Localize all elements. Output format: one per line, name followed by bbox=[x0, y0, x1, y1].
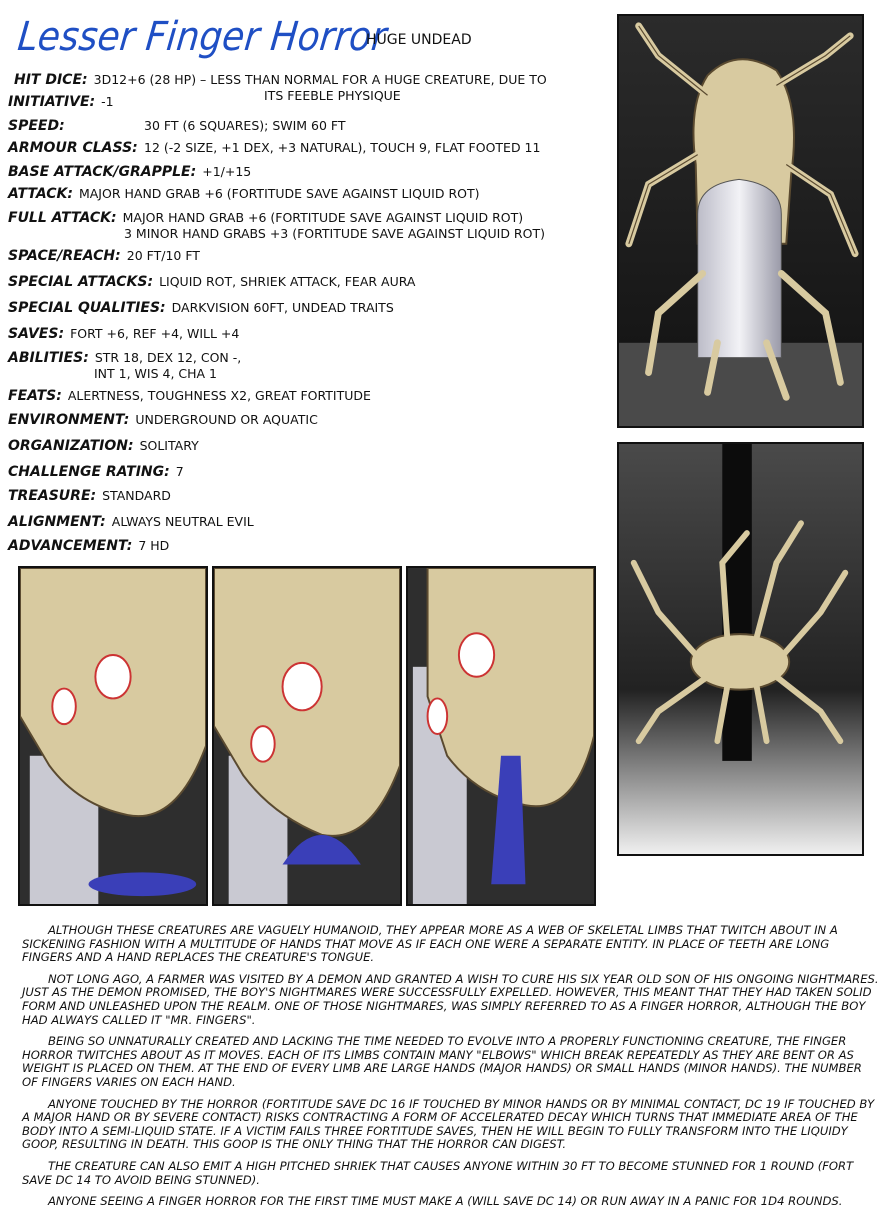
description-paragraph: BEING SO UNNATURALLY CREATED AND LACKING THE TIME NEEDED TO EVOLVE INTO A PROPERLY FUNCTIONING CREATURE, THE FINGER HORROR TWITCHES ABOUT AS IT MOVES. EACH OF ITS LIMBS CONTAIN MANY "ELBOWS" WHICH BREAK REPEATEDLY AS THEY ARE BENT OR AS WEIGHT IS PLACED ON THEM. AT THE END OF EVERY LIMB ARE LARGE HANDS (MAJOR HANDS) OR SMALL HANDS (MINOR HANDS). THE NUMBER OF FINGERS VARIES ON EACH HAND. bbox=[22, 1034, 862, 1089]
stat-base-attack: BASE ATTACK/GRAPPLE: +1/+15 bbox=[8, 164, 252, 180]
stat-full-attack: FULL ATTACK: MAJOR HAND GRAB +6 (FORTITUDE SAVE AGAINST LIQUID ROT) 3 MINOR HAND GRABS +3 (FORTITUDE SAVE AGAINST LIQUID ROT) bbox=[8, 210, 545, 241]
illustration-panel-top-right bbox=[617, 14, 864, 428]
stat-space-reach: SPACE/REACH: 20 FT/10 FT bbox=[8, 248, 200, 264]
stat-attack: ATTACK: MAJOR HAND GRAB +6 (FORTITUDE SAVE AGAINST LIQUID ROT) bbox=[8, 186, 480, 202]
stat-challenge-rating: CHALLENGE RATING: 7 bbox=[8, 464, 184, 480]
stat-armour-class: ARMOUR CLASS: 12 (-2 SIZE, +1 DEX, +3 NATURAL), TOUCH 9, FLAT FOOTED 11 bbox=[8, 140, 541, 156]
stat-speed: SPEED: 30 FT (6 SQUARES); SWIM 60 FT bbox=[8, 118, 346, 134]
stat-special-qualities: SPECIAL QUALITIES: DARKVISION 60FT, UNDEAD TRAITS bbox=[8, 300, 394, 316]
stat-environment: ENVIRONMENT: UNDERGROUND OR AQUATIC bbox=[8, 412, 318, 428]
description-paragraph: THE CREATURE CAN ALSO EMIT A HIGH PITCHED SHRIEK THAT CAUSES ANYONE WITHIN 30 FT TO BECOME STUNNED FOR 1 ROUND (FORT SAVE DC 14 TO AVOID BEING STUNNED). bbox=[22, 1158, 854, 1187]
illustration-panel-bottom-1 bbox=[18, 566, 208, 906]
stat-feats: FEATS: ALERTNESS, TOUGHNESS X2, GREAT FORTITUDE bbox=[8, 388, 371, 404]
illustration-panel-bottom-3 bbox=[406, 566, 596, 906]
description-text bbox=[22, 924, 880, 1217]
stat-initiative: INITIATIVE: -1 bbox=[8, 94, 114, 110]
monster-name: Lesser Finger Horror bbox=[15, 14, 389, 60]
illustration-panel-middle-right bbox=[617, 442, 864, 856]
stat-organization: ORGANIZATION: SOLITARY bbox=[8, 438, 199, 454]
stat-hit-dice: HIT DICE: 3D12+6 (28 HP) – LESS THAN NORMAL FOR A HUGE CREATURE, DUE TO ITS FEEBLE PHYSIQUE bbox=[14, 72, 547, 103]
illustration-panel-bottom-2 bbox=[212, 566, 402, 906]
stat-special-attacks: SPECIAL ATTACKS: LIQUID ROT, SHRIEK ATTACK, FEAR AURA bbox=[8, 274, 416, 290]
stat-alignment: ALIGNMENT: ALWAYS NEUTRAL EVIL bbox=[8, 514, 254, 530]
stat-treasure: TREASURE: STANDARD bbox=[8, 488, 171, 504]
stat-abilities: ABILITIES: STR 18, DEX 12, CON -, INT 1, WIS 4, CHA 1 bbox=[8, 350, 242, 381]
stat-advancement: ADVANCEMENT: 7 HD bbox=[8, 538, 170, 554]
stat-saves: SAVES: FORT +6, REF +4, WILL +4 bbox=[8, 326, 240, 342]
description-paragraph: ANYONE SEEING A FINGER HORROR FOR THE FIRST TIME MUST MAKE A (WILL SAVE DC 14) OR RUN AWAY IN A PANIC FOR 1D4 ROUNDS. bbox=[48, 1194, 843, 1209]
creature-type: HUGE UNDEAD bbox=[366, 32, 472, 48]
description-paragraph: ALTHOUGH THESE CREATURES ARE VAGUELY HUMANOID, THEY APPEAR MORE AS A WEB OF SKELETAL LIMBS THAT TWITCH ABOUT IN A SICKENING FASHION WITH A MULTITUDE OF HANDS THAT MOVE AS IF EACH ONE WERE A SEPARATE ENTITY. IN PLACE OF TEETH ARE LONG FINGERS AND A HAND REPLACES THE CREATURE'S TONGUE. bbox=[22, 923, 838, 965]
description-paragraph: ANYONE TOUCHED BY THE HORROR (FORTITUDE SAVE DC 16 IF TOUCHED BY MINOR HANDS OR BY MINIMAL CONTACT, DC 19 IF TOUCHED BY A MAJOR HAND OR BY SEVERE CONTACT) RISKS CONTRACTING A FORM OF ACCELERATED DECAY WHICH TURNS THAT IMMEDIATE AREA OF THE BODY INTO A SEMI-LIQUID STATE. IF A VICTIM FAILS THREE FORTITUDE SAVES, THEN HE WILL BEGIN TO FULLY TRANSFORM INTO THE LIQUIDY GOOP, RESULTING IN DEATH. THIS GOOP IS THE ONLY THING THAT THE HORROR CAN DIGEST. bbox=[22, 1096, 875, 1152]
description-paragraph: NOT LONG AGO, A FARMER WAS VISITED BY A DEMON AND GRANTED A WISH TO CURE HIS SIX YEAR OLD SON OF HIS ONGOING NIGHTMARES. JUST AS THE DEMON PROMISED, THE BOY'S NIGHTMARES WERE SUCCESSFULLY EXPELLED. HOWEVER, THIS MEANT THAT THEY HAD TAKEN SOLID FORM AND UNLEASHED UPON THE REALM. ONE OF THOSE NIGHTMARES, WAS SIMPLY REFERRED TO AS A FINGER HORROR, ALTHOUGH THE BOY HAD ALWAYS CALLED IT "MR. FINGERS". bbox=[22, 971, 879, 1027]
